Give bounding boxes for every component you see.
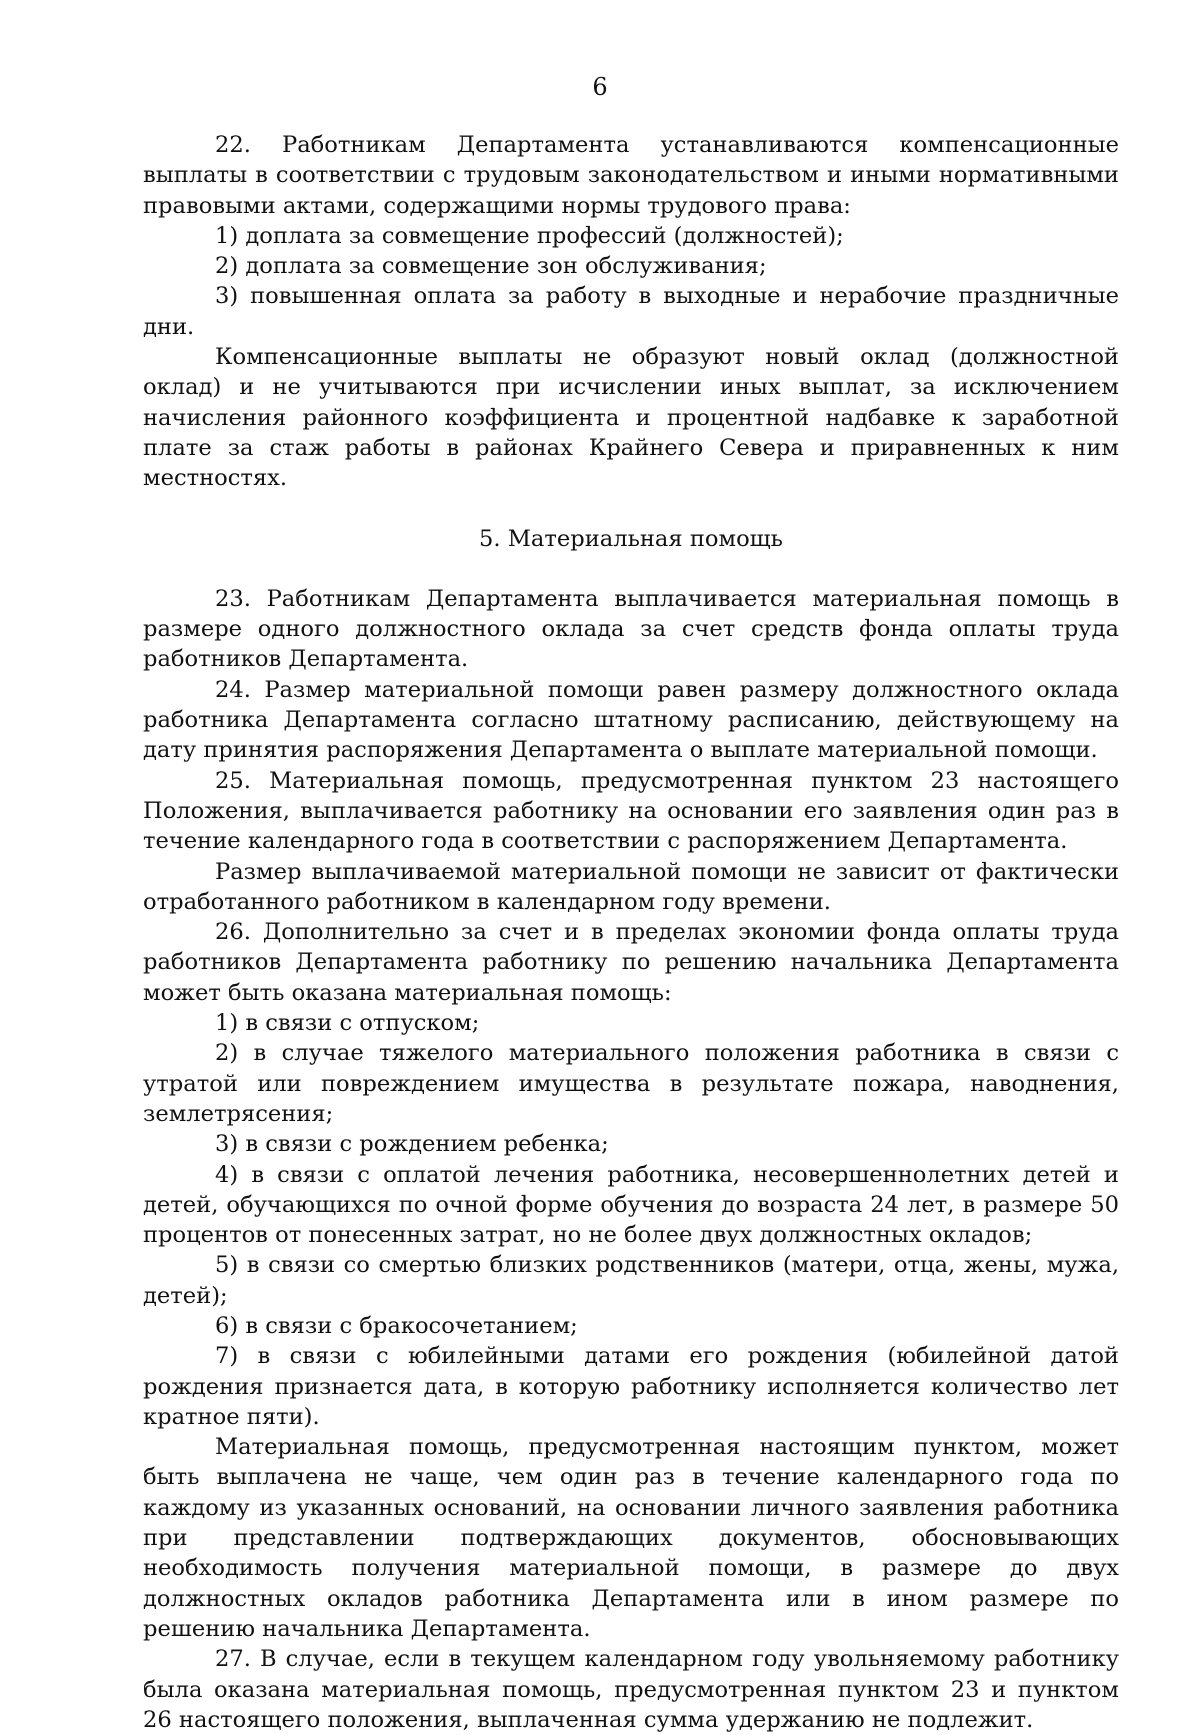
list-item: 2) в случае тяжелого материального положения работника в связи с утратой или повреждением имущества в результате пожара, наводнения, землетрясения; (143, 1040, 1119, 1127)
paragraph-26: 26. Дополнительно за счет и в пределах экономии фонда оплаты труда работников Департамента работнику по решению начальника Департамента может быть оказана материальная помощь: (143, 919, 1119, 1006)
paragraph-27: 27. В случае, если в текущем календарном году увольняемому работнику была оказана материальная помощь, предусмотренная пунктом 23 и пунктом 26 настоящего положения, выплаченная сумма удержанию не подлежит. (143, 1646, 1119, 1733)
paragraph-22-note: Компенсационные выплаты не образуют новый оклад (должностной оклад) и не учитываются при исчислении иных выплат, за исключением начисления районного коэффициента и процентной надбавке к заработной плате за стаж работы в районах Крайнего Севера и приравненных к ним местностях. (143, 344, 1119, 492)
list-item: 7) в связи с юбилейными датами его рождения (юбилейной датой рождения признается дата, в которую работнику исполняется количество лет кратное пяти). (143, 1343, 1119, 1430)
list-item: 2) доплата за совмещение зон обслуживания; (215, 253, 767, 280)
document-body (143, 130, 1119, 1735)
paragraph-25: 25. Материальная помощь, предусмотренная пунктом 23 настоящего Положения, выплачивается работнику на основании его заявления один раз в течение календарного года в соответствии с распоряжением Департамента. (143, 767, 1119, 855)
paragraph-25-note: Размер выплачиваемой материальной помощи не зависит от фактически отработанного работником в календарном году времени. (143, 858, 1119, 915)
list-item: 1) доплата за совмещение профессий (должностей); (215, 222, 844, 249)
paragraph-26-note: Материальная помощь, предусмотренная настоящим пунктом, может быть выплачена не чаще, чем один раз в течение календарного года по каждому из указанных оснований, на основании личного заявления работника при представлении подтверждающих документов, обосновывающих необходимость получения материальной помощи, в размере до двух должностных окладов работника Департамента или в ином размере по решению начальника Департамента. (143, 1434, 1119, 1642)
list-item: 1) в связи с отпуском; (215, 1010, 480, 1037)
list-item: 4) в связи с оплатой лечения работника, несовершеннолетних детей и детей, обучающихся по очной форме обучения до возраста 24 лет, в размере 50 процентов от понесенных затрат, но не более двух должностных окладов; (143, 1161, 1119, 1249)
list-item: 6) в связи с бракосочетанием; (215, 1312, 578, 1339)
list-item: 3) повышенная оплата за работу в выходные и нерабочие праздничные дни. (143, 283, 1119, 340)
section-heading: 5. Материальная помощь (479, 525, 783, 552)
list-item: 5) в связи со смертью близких родственников (матери, отца, жены, мужа, детей); (143, 1252, 1119, 1309)
paragraph-22: 22. Работникам Департамента устанавливаются компенсационные выплаты в соответствии с трудовым законодательством и иными нормативными правовыми актами, содержащими нормы трудового права: (143, 132, 1119, 219)
paragraph-24: 24. Размер материальной помощи равен размеру должностного оклада работника Департамента согласно штатному расписанию, действующему на дату принятия распоряжения Департамента о выплате материальной помощи. (143, 676, 1119, 764)
page-number: 6 (592, 73, 608, 101)
paragraph-23: 23. Работникам Департамента выплачивается материальная помощь в размере одного должностного оклада за счет средств фонда оплаты труда работников Департамента. (143, 585, 1119, 673)
list-item: 3) в связи с рождением ребенка; (215, 1131, 609, 1158)
